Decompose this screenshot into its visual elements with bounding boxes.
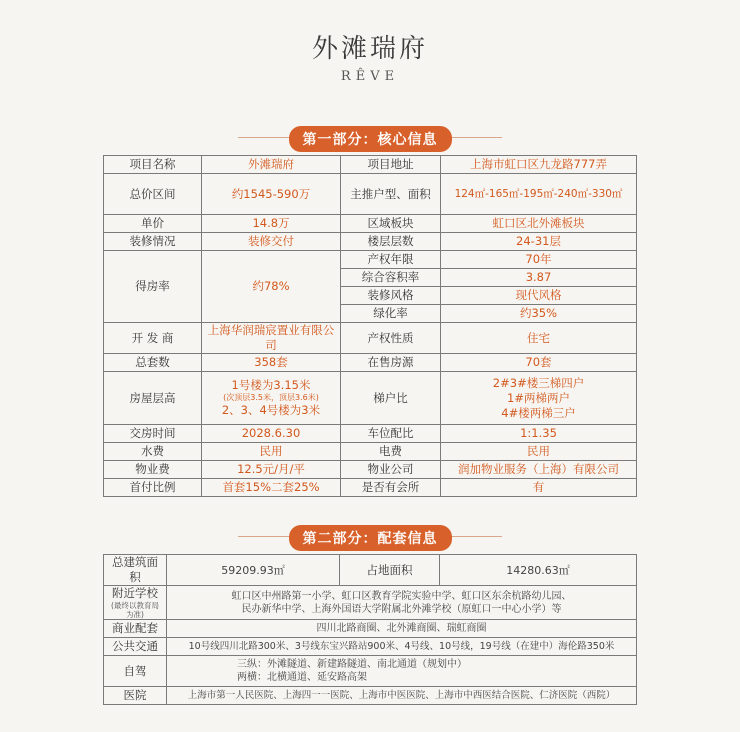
core-info-table: [103, 155, 637, 497]
brand-logo: [0, 28, 740, 84]
club-value: 有: [441, 479, 637, 497]
mgmt-co-label: 物业公司: [341, 461, 441, 479]
elevator-label: 梯户比: [341, 372, 441, 425]
club-label: 是否有会所: [341, 479, 441, 497]
address-value: 上海市虹口区九龙路777弄: [441, 156, 637, 174]
downpay-label: 首付比例: [104, 479, 202, 497]
commerce-value: 四川北路商圈、北外滩商圈、瑞虹商圈: [167, 620, 637, 638]
green-value: 约35%: [441, 305, 637, 323]
table-row: [104, 323, 637, 354]
drive-line2: 两横：北横通道、延安路高架: [237, 672, 367, 683]
efficiency-value: 约78%: [202, 251, 341, 323]
table-row: [104, 425, 637, 443]
table-row: [104, 586, 637, 620]
style-value: 现代风格: [441, 287, 637, 305]
onsale-value: 70套: [441, 354, 637, 372]
mgmt-co-value: 润加物业服务（上海）有限公司: [441, 461, 637, 479]
table-row: [104, 251, 637, 269]
electric-label: 电费: [341, 443, 441, 461]
developer-value: 上海华润瑞宸置业有限公司: [202, 323, 341, 354]
hospital-label: 医院: [104, 687, 167, 705]
gfa-value: 59209.93㎡: [167, 555, 340, 586]
height-line3: 2、3、4号楼为3米: [221, 403, 321, 417]
total-units-label: 总套数: [104, 354, 202, 372]
school-note: (最终以教育局为准): [111, 601, 159, 619]
school-line2: 民办新华中学、上海外国语大学附属北外滩学校（原虹口一中心小学）等: [241, 603, 562, 615]
drive-label: 自驾: [104, 656, 167, 687]
section2-title: [0, 525, 740, 551]
table-row: [104, 479, 637, 497]
table-row: [104, 638, 637, 656]
downpay-value: 首套15%二套25%: [202, 479, 341, 497]
transit-value: 10号线四川北路300米、3号线东宝兴路站900米、4号线、10号线，19号线（在建中）海伦路350米: [167, 638, 637, 656]
table-row: [104, 461, 637, 479]
school-line1: 虹口区中州路第一小学、虹口区教育学院实验中学、虹口区东余杭路幼儿园、: [231, 590, 572, 602]
drive-line1: 三纵：外滩隧道、新建路隧道、南北通道（规划中）: [237, 659, 467, 670]
school-label-cell: [104, 586, 167, 620]
drive-value: [167, 656, 637, 687]
unit-price-label: 单价: [104, 215, 202, 233]
onsale-label: 在售房源: [341, 354, 441, 372]
site-label: 占地面积: [340, 555, 440, 586]
block-value: 虹口区北外滩板块: [441, 215, 637, 233]
table-row: [104, 656, 637, 687]
table-row: [104, 555, 637, 586]
mgmt-fee-value: 12.5元/月/平: [202, 461, 341, 479]
water-value: 民用: [202, 443, 341, 461]
total-units-value: 358套: [202, 354, 341, 372]
delivery-label: 交房时间: [104, 425, 202, 443]
main-type-label: 主推户型、面积: [341, 174, 441, 215]
site-value: 14280.63㎡: [440, 555, 637, 586]
project-name-value: 外滩瑞府: [202, 156, 341, 174]
property-nature-value: 住宅: [441, 323, 637, 354]
gfa-label: 总建筑面积: [104, 555, 167, 586]
brand-name-en: RÊVE: [340, 69, 400, 84]
unit-price-value: 14.8万: [202, 215, 341, 233]
height-value: [202, 372, 341, 425]
table-row: [104, 156, 637, 174]
elevator-line1: 2#3#楼三梯四户: [492, 375, 585, 390]
tenure-label: 产权年限: [341, 251, 441, 269]
address-label: 项目地址: [341, 156, 441, 174]
transit-label: 公共交通: [104, 638, 167, 656]
decoration-label: 装修情况: [104, 233, 202, 251]
table-row: [104, 174, 637, 215]
parking-value: 1:1.35: [441, 425, 637, 443]
section1-title: [0, 126, 740, 152]
commerce-label: 商业配套: [104, 620, 167, 638]
table-row: [104, 354, 637, 372]
hospital-value: 上海市第一人民医院、上海四一一医院、上海市中医医院、上海市中西医结合医院、仁济医院（西院）: [167, 687, 637, 705]
elevator-line3: 4#楼两梯三户: [501, 405, 576, 420]
mgmt-fee-label: 物业费: [104, 461, 202, 479]
table-row: [104, 233, 637, 251]
delivery-value: 2028.6.30: [202, 425, 341, 443]
height-line2: (次顶层3.5米，顶层3.6米): [223, 393, 319, 402]
total-price-value: 约1545-590万: [202, 174, 341, 215]
electric-value: 民用: [441, 443, 637, 461]
style-label: 装修风格: [341, 287, 441, 305]
green-label: 绿化率: [341, 305, 441, 323]
height-label: 房屋层高: [104, 372, 202, 425]
table-row: [104, 620, 637, 638]
height-line1: 1号楼为3.15米: [231, 378, 311, 392]
decoration-value: 装修交付: [202, 233, 341, 251]
section1-title-text: 第一部分：核心信息: [289, 126, 452, 152]
facilities-table: [103, 554, 637, 705]
brand-name-cn: 外滩瑞府: [311, 34, 428, 64]
elevator-line2: 1#两梯两户: [507, 390, 570, 405]
far-label: 综合容积率: [341, 269, 441, 287]
efficiency-label: 得房率: [104, 251, 202, 323]
school-value: [167, 586, 637, 620]
project-name-label: 项目名称: [104, 156, 202, 174]
elevator-value: [441, 372, 637, 425]
tenure-value: 70年: [441, 251, 637, 269]
total-price-label: 总价区间: [104, 174, 202, 215]
developer-label: 开 发 商: [104, 323, 202, 354]
table-row: [104, 687, 637, 705]
far-value: 3.87: [441, 269, 637, 287]
table-row: [104, 215, 637, 233]
section2-title-text: 第二部分：配套信息: [289, 525, 452, 551]
parking-label: 车位配比: [341, 425, 441, 443]
main-type-value: 124㎡-165㎡-195㎡-240㎡-330㎡: [441, 174, 637, 215]
table-row: [104, 443, 637, 461]
property-nature-label: 产权性质: [341, 323, 441, 354]
floors-label: 楼层层数: [341, 233, 441, 251]
water-label: 水费: [104, 443, 202, 461]
block-label: 区域板块: [341, 215, 441, 233]
floors-value: 24-31层: [441, 233, 637, 251]
school-label: 附近学校: [112, 586, 158, 600]
table-row: [104, 372, 637, 425]
